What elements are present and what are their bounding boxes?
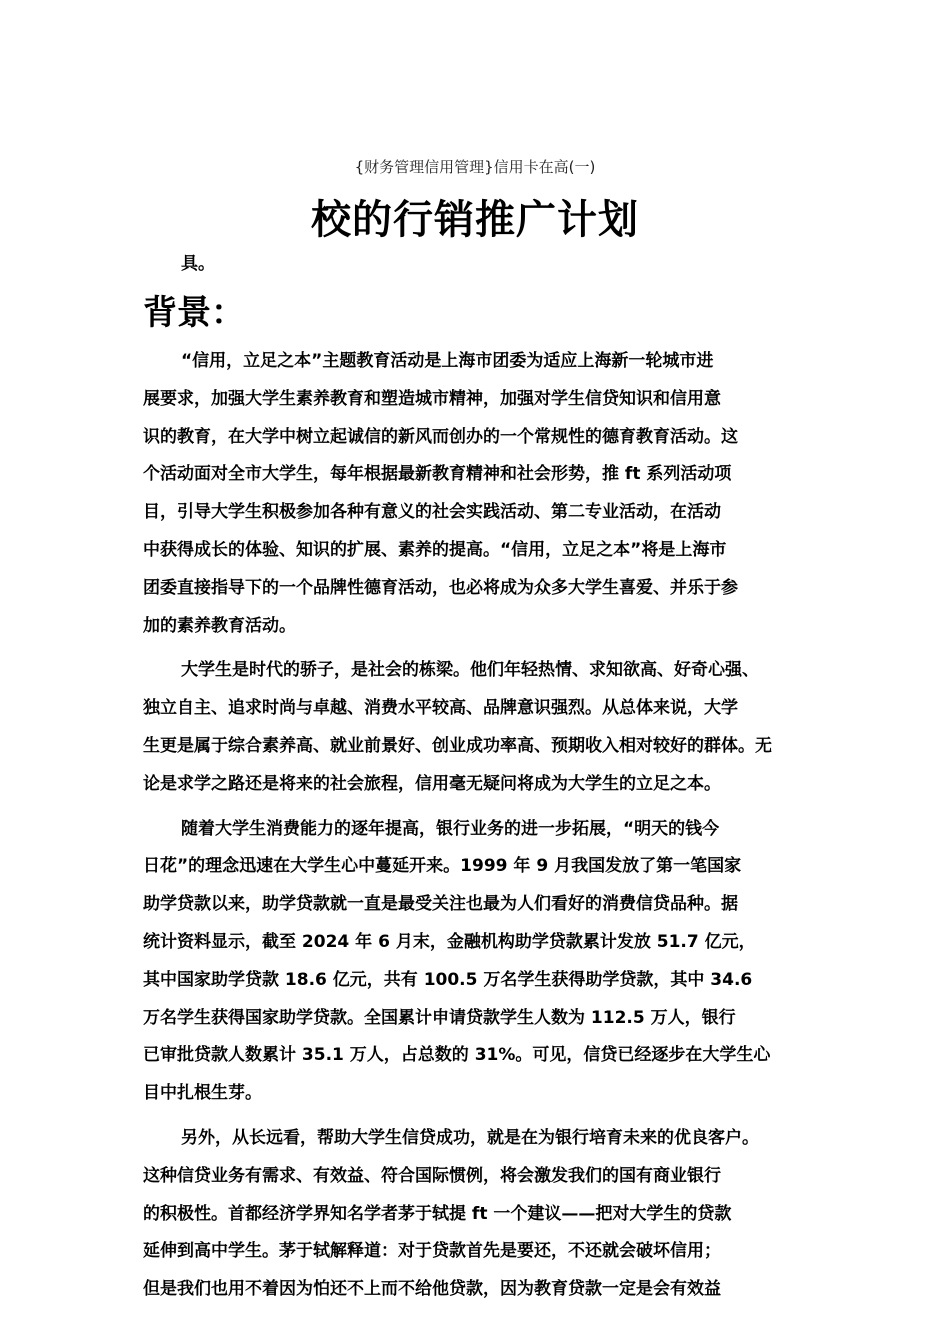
paragraph-line: 个活动面对全市大学生，每年根据最新教育精神和社会形势，推 ft 系列活动项 [143, 464, 732, 485]
paragraph-line: 团委直接指导下的一个品牌性德育活动，也必将成为众多大学生喜爱、并乐于参 [143, 577, 738, 598]
paragraph-line: 已审批贷款人数累计 35.1 万人，占总数的 31%。可见，信贷已经逐步在大学生心 [143, 1045, 771, 1066]
document-title: 校的行销推广计划 [311, 197, 639, 243]
paragraph-line: 的积极性。首都经济学界知名学者茅于轼提 ft 一个建议——把对大学生的贷款 [143, 1203, 732, 1224]
paragraph-line: 识的教育，在大学中树立起诚信的新风而创办的一个常规性的德育教育活动。这 [143, 426, 738, 447]
paragraph-line: 万名学生获得国家助学贷款。全国累计申请贷款学生人数为 112.5 万人，银行 [143, 1007, 736, 1028]
paragraph-line: 但是我们也用不着因为怕还不上而不给他贷款，因为教育贷款一定是会有效益 [143, 1279, 721, 1300]
paragraph-line: 延伸到高中学生。茅于轼解释道：对于贷款首先是要还，不还就会破坏信用； [143, 1241, 721, 1262]
paragraph-line: 日花”的理念迅速在大学生心中蔓延开来。1999 年 9 月我国发放了第一笔国家 [143, 856, 742, 877]
paragraph [143, 811, 813, 1113]
paragraph-line: 助学贷款以来，助学贷款就一直是最受关注也最为人们看好的消费信贷品种。据 [143, 894, 738, 915]
paragraph-line: “信用，立足之本”主题教育活动是上海市团委为适应上海新一轮城市进 [181, 351, 714, 371]
paragraph-line: 中获得成长的体验、知识的扩展、素养的提高。“信用，立足之本”将是上海市 [143, 539, 727, 560]
paragraph-line: 随着大学生消费能力的逐年提高，银行业务的进一步拓展，“明天的钱今 [181, 818, 720, 839]
paragraph-line: 论是求学之路还是将来的社会旅程，信用毫无疑问将成为大学生的立足之本。 [143, 773, 721, 794]
text-fragment: 具。 [181, 254, 215, 274]
body-text [143, 343, 813, 1316]
paragraph-line: 另外，从长远看，帮助大学生信贷成功，就是在为银行培育未来的优良客户。 [181, 1127, 759, 1148]
paragraph [143, 1120, 813, 1309]
paragraph-line: 统计资料显示，截至 2024 年 6 月末，金融机构助学贷款累计发放 51.7 亿元， [143, 931, 756, 952]
paragraph-line: 加的素养教育活动。 [143, 615, 296, 636]
paragraph-line: 其中国家助学贷款 18.6 亿元，共有 100.5 万名学生获得助学贷款，其中 34.6 [143, 969, 753, 990]
document-header-line: {财务管理信用管理}信用卡在高(一) [354, 158, 596, 176]
paragraph-line: 独立自主、追求时尚与卓越、消费水平较高、品牌意识强烈。从总体来说，大学 [143, 698, 738, 719]
paragraph [143, 652, 813, 803]
paragraph-line: 大学生是时代的骄子，是社会的栋梁。他们年轻热情、求知欲高、好奇心强、 [181, 660, 759, 681]
paragraph-line: 生更是属于综合素养高、就业前景好、创业成功率高、预期收入相对较好的群体。无 [143, 735, 772, 756]
paragraph [143, 343, 813, 645]
section-heading-background: 背景： [143, 293, 245, 333]
paragraph-line: 目中扎根生芽。 [143, 1083, 262, 1104]
paragraph-line: 这种信贷业务有需求、有效益、符合国际惯例，将会激发我们的国有商业银行 [143, 1165, 721, 1186]
paragraph-line: 目，引导大学生积极参加各种有意义的社会实践活动、第二专业活动，在活动 [143, 502, 721, 523]
paragraph-line: 展要求，加强大学生素养教育和塑造城市精神，加强对学生信贷知识和信用意 [143, 388, 721, 409]
